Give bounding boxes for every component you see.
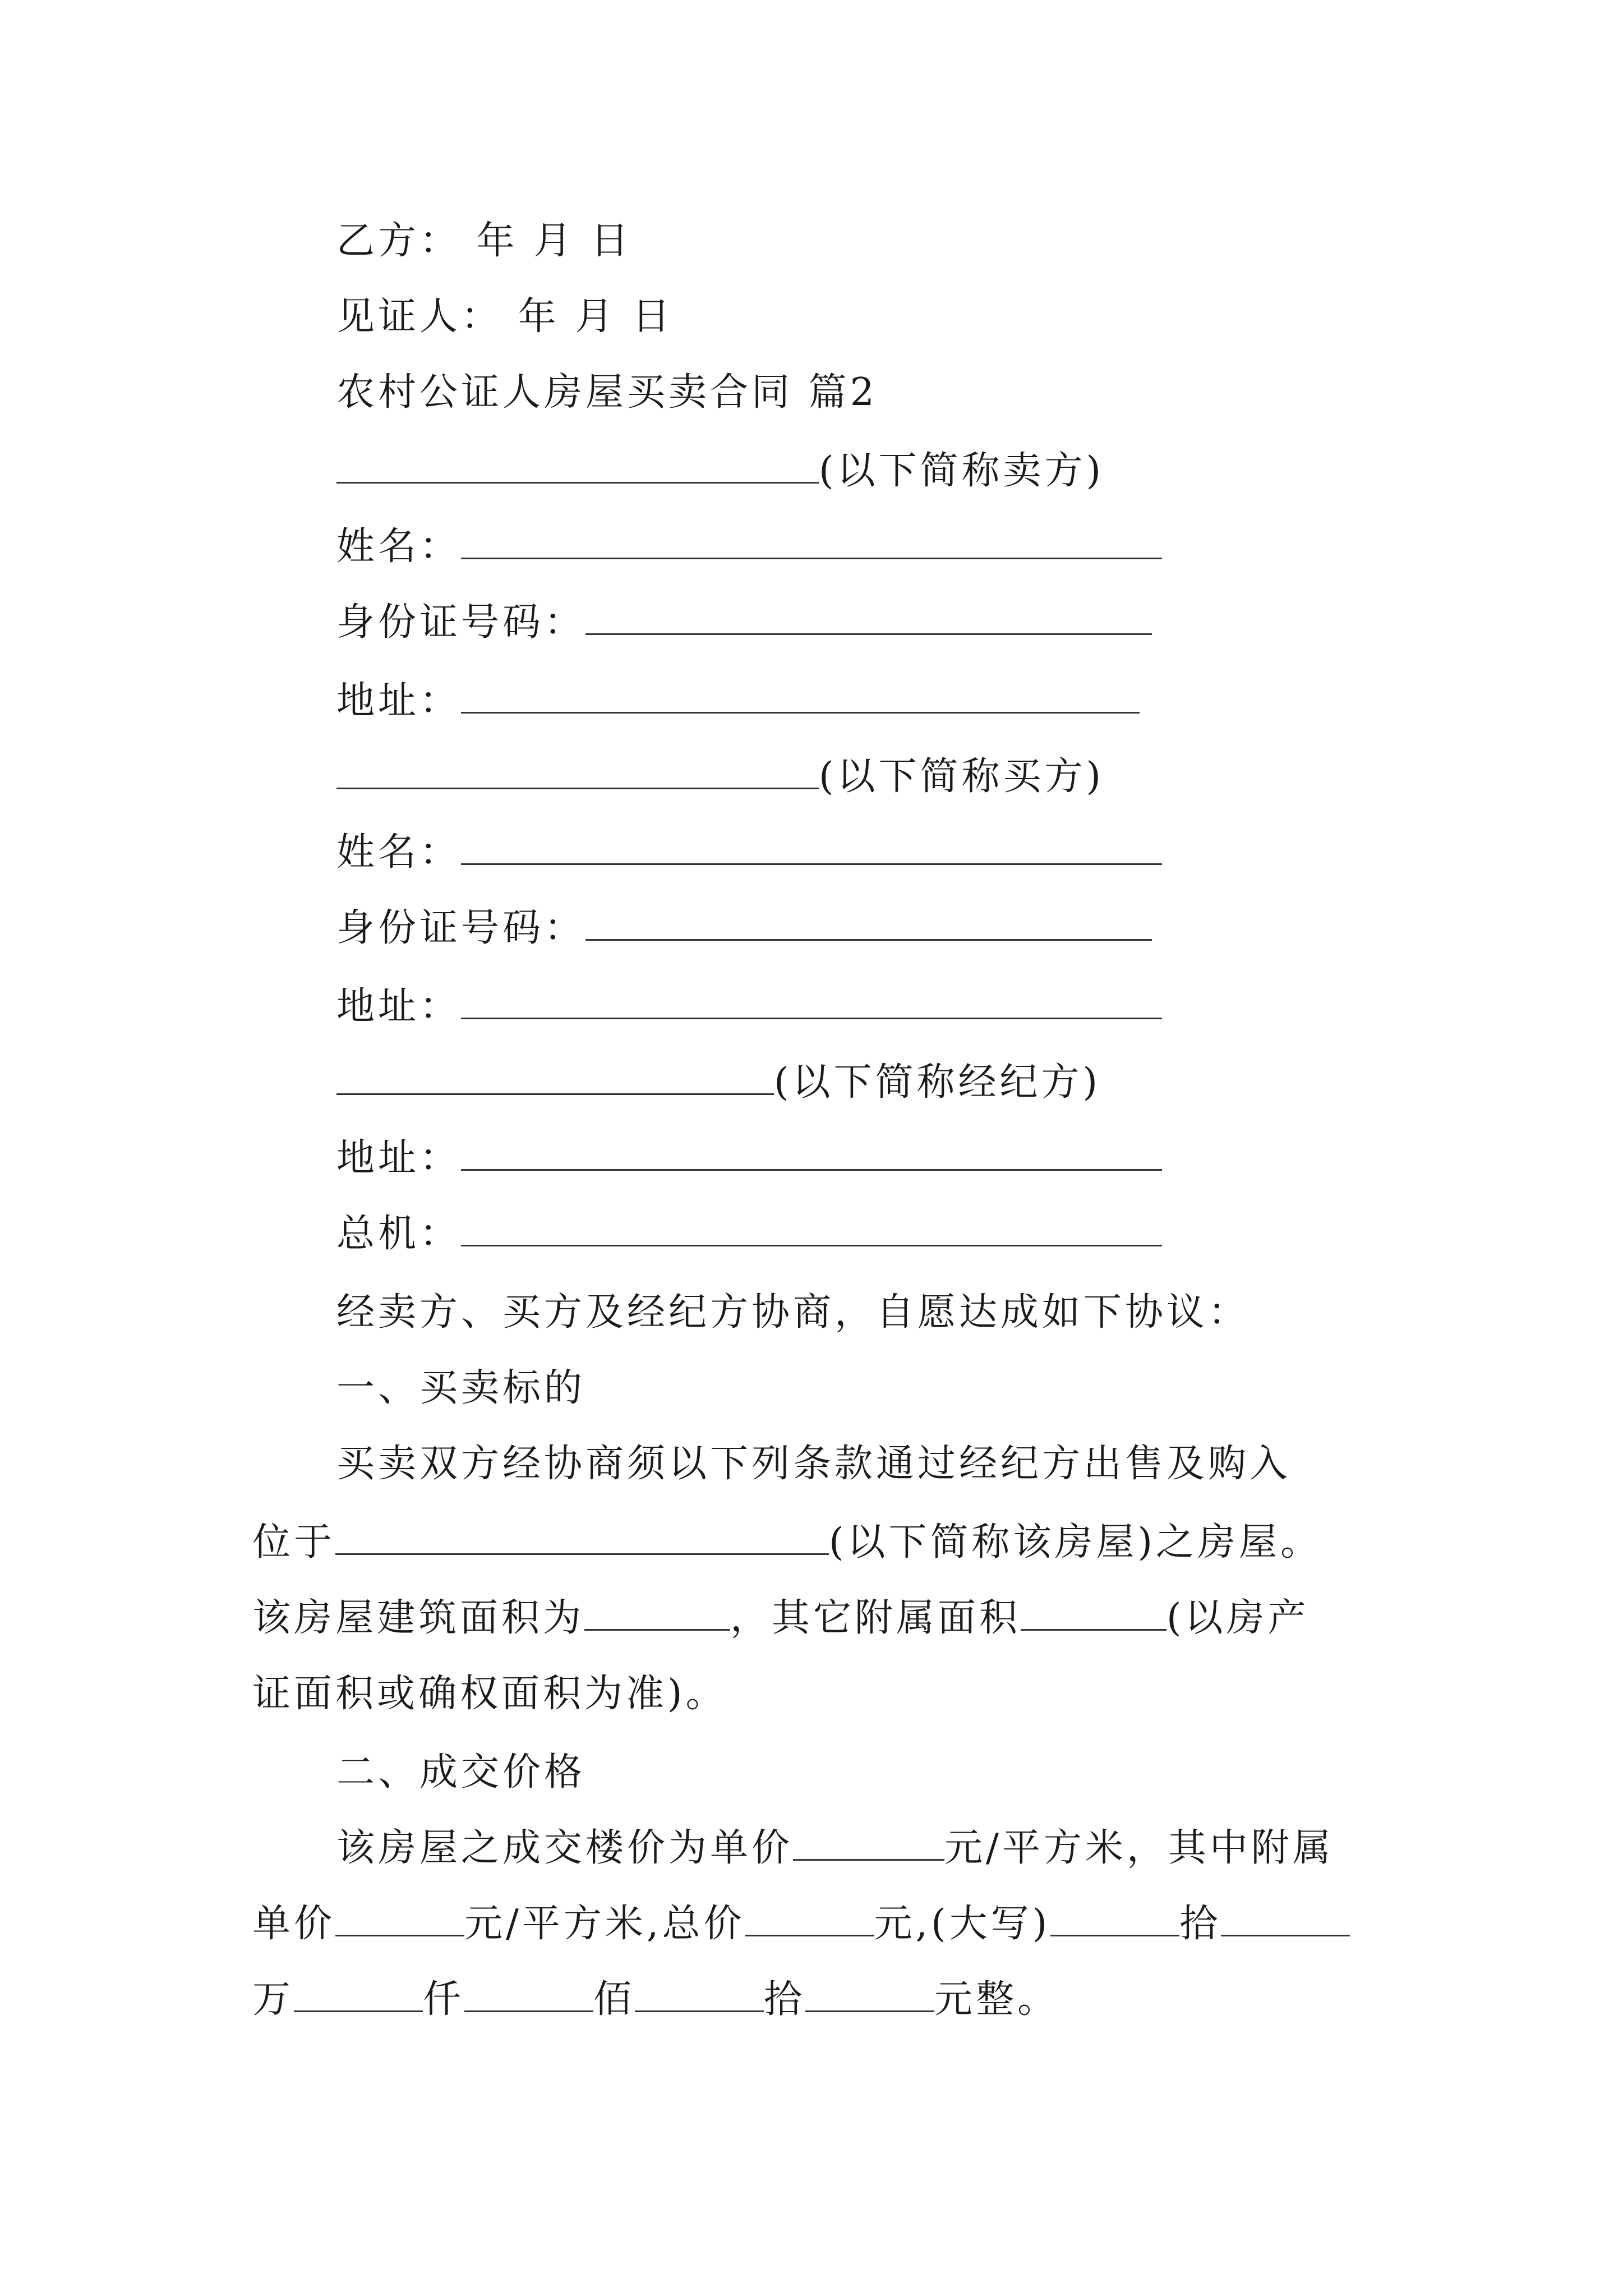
location-prefix: 位于 xyxy=(252,1520,336,1565)
witness-label: 见证人： xyxy=(336,295,503,339)
location-field[interactable] xyxy=(335,1520,829,1555)
price-text-2: 元/平方米，其中附属 xyxy=(944,1826,1334,1870)
location-suffix: (以下简称该房屋)之房屋。 xyxy=(829,1520,1322,1565)
amount-qian-field[interactable] xyxy=(294,1977,423,2012)
price3-text-4: 拾 xyxy=(764,1977,806,2022)
amount-yuan-field[interactable] xyxy=(805,1977,934,2012)
area-text-2: ，其它附属面积 xyxy=(730,1596,1021,1640)
section-title: 农村公证人房屋买卖合同 篇2 xyxy=(336,370,878,415)
agent-phone-field[interactable] xyxy=(461,1211,1162,1246)
attached-unit-price-field[interactable] xyxy=(335,1901,464,1936)
seller-id-line xyxy=(336,595,1152,651)
agent-phone-label: 总机： xyxy=(336,1212,462,1256)
buyer-suffix: (以下简称买方) xyxy=(819,754,1105,799)
buyer-id-label: 身份证号码： xyxy=(336,906,586,950)
price-text-1: 该房屋之成交楼价为单价 xyxy=(336,1826,794,1870)
price2-text-1: 单价 xyxy=(252,1902,336,1946)
agent-address-label: 地址： xyxy=(336,1136,462,1180)
price2-text-2: 元/平方米,总价 xyxy=(464,1902,745,1946)
seller-address-line xyxy=(336,673,1140,729)
price2-text-3: 元,(大写) xyxy=(874,1902,1051,1946)
area-note: 证面积或确权面积为准)。 xyxy=(252,1672,727,1716)
agent-phone-line xyxy=(336,1206,1162,1262)
price3-text-3: 佰 xyxy=(593,1977,635,2022)
price3-text-1: 万 xyxy=(252,1977,294,2022)
clause-2-title: 二、成交价格 xyxy=(336,1750,586,1795)
total-price-field[interactable] xyxy=(745,1901,874,1936)
seller-id-field[interactable] xyxy=(585,600,1152,635)
area-text-1: 该房屋建筑面积为 xyxy=(252,1596,585,1640)
buyer-name-label: 姓名： xyxy=(336,830,462,875)
price2-text-4: 拾 xyxy=(1179,1902,1221,1946)
seller-suffix: (以下简称卖方) xyxy=(819,449,1105,493)
buyer-name-field[interactable] xyxy=(461,830,1162,865)
buyer-address-field[interactable] xyxy=(461,984,1162,1019)
area-text-3: (以房产 xyxy=(1166,1596,1310,1640)
unit-price-field[interactable] xyxy=(793,1825,944,1861)
party-b-label: 乙方： xyxy=(336,219,462,263)
witness-line xyxy=(336,289,674,345)
agent-address-field[interactable] xyxy=(461,1135,1162,1171)
seller-name-field[interactable] xyxy=(461,524,1162,559)
agent-address-line xyxy=(336,1130,1162,1186)
price-line-2 xyxy=(252,1896,1350,1952)
seller-address-field[interactable] xyxy=(461,678,1140,714)
buyer-heading xyxy=(336,749,1104,805)
building-area-field[interactable] xyxy=(584,1595,730,1631)
party-b-line xyxy=(336,213,632,269)
party-b-date: 年 月 日 xyxy=(461,219,632,263)
buyer-name-line xyxy=(336,825,1162,881)
clause-1-text: 买卖双方经协商须以下列条款通过经纪方出售及购入 xyxy=(336,1442,1292,1486)
agreement-intro: 经卖方、买方及经纪方协商，自愿达成如下协议： xyxy=(336,1290,1250,1335)
buyer-address-line xyxy=(336,979,1162,1035)
buyer-id-field[interactable] xyxy=(585,905,1152,941)
seller-blank[interactable] xyxy=(336,448,819,484)
amount-bai-field[interactable] xyxy=(464,1977,593,2012)
location-line xyxy=(252,1515,1322,1571)
amount-shi-wan-field[interactable] xyxy=(1050,1901,1179,1936)
seller-name-label: 姓名： xyxy=(336,524,462,569)
amount-wan-field[interactable] xyxy=(1221,1901,1350,1936)
seller-id-label: 身份证号码： xyxy=(336,600,586,645)
agent-heading xyxy=(336,1055,1101,1111)
agent-blank[interactable] xyxy=(336,1060,774,1095)
area-line xyxy=(252,1590,1310,1646)
attached-area-field[interactable] xyxy=(1021,1595,1166,1631)
seller-heading xyxy=(336,443,1104,499)
buyer-address-label: 地址： xyxy=(336,984,462,1029)
agent-suffix: (以下简称经纪方) xyxy=(774,1060,1101,1105)
price-line-1 xyxy=(336,1820,1334,1876)
seller-address-label: 地址： xyxy=(336,679,462,723)
clause-1-title: 一、买卖标的 xyxy=(336,1366,586,1410)
amount-shi-field[interactable] xyxy=(635,1977,764,2012)
price-line-3 xyxy=(252,1972,1059,2028)
buyer-id-line xyxy=(336,900,1152,956)
buyer-blank[interactable] xyxy=(336,754,819,789)
witness-date: 年 月 日 xyxy=(502,295,674,339)
seller-name-line xyxy=(336,519,1162,575)
price3-text-5: 元整。 xyxy=(934,1977,1059,2022)
price3-text-2: 仟 xyxy=(423,1977,465,2022)
